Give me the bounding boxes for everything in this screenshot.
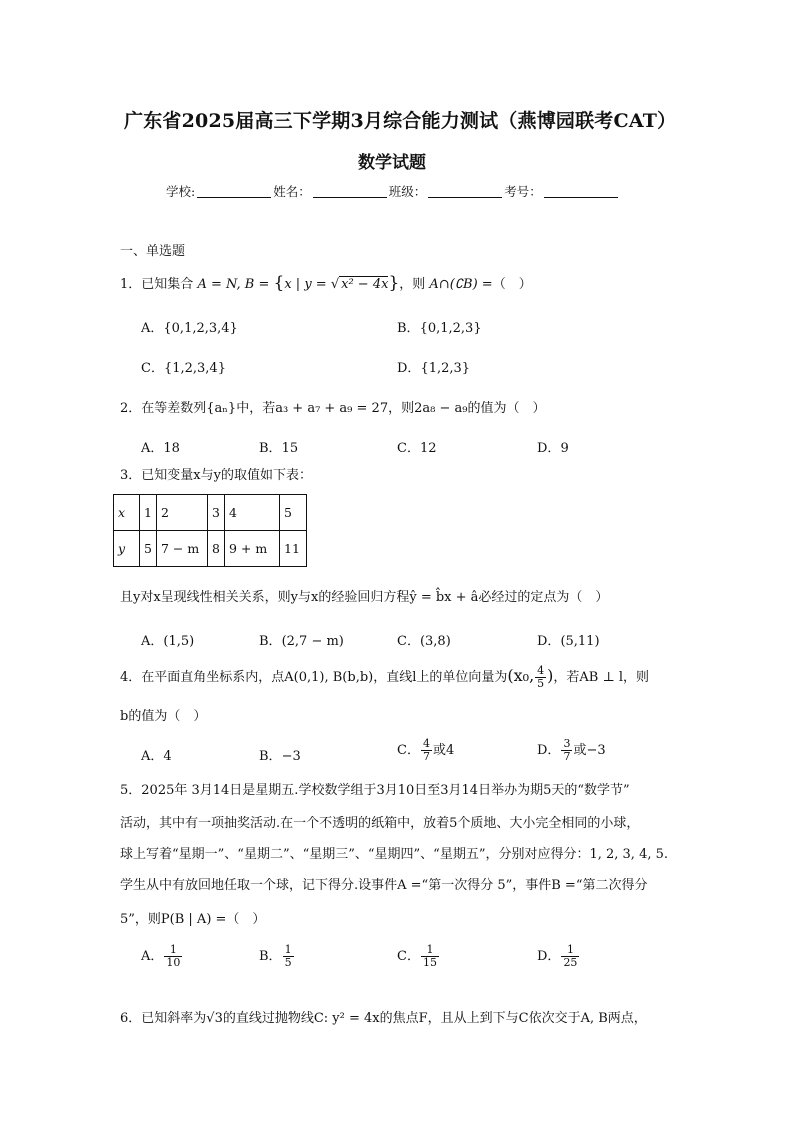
question-5-line-3: 球上写着“星期一”、“星期二”、“星期三”、“星期四”、“星期五”，分别对应得分：1, 2, 3, 4, 5. [120, 847, 669, 862]
q4-option-a[interactable]: A．4 [141, 749, 172, 764]
question-4-text2: b的值为（ ） [120, 709, 207, 724]
q1-option-c[interactable]: C．{1,2,3,4} [141, 361, 226, 376]
question-5-line-4: 学生从中有放回地任取一个球，记下得分.设事件A =“第一次得分 5”，事件B =“第二次得分 [120, 878, 648, 893]
q1-option-d[interactable]: D．{1,2,3} [397, 361, 471, 376]
q5-option-a[interactable]: A． $\frac{1}{10}$ [141, 943, 181, 969]
exam-number-label: 考号： [504, 184, 542, 199]
q5-option-c[interactable]: C． $\frac{1}{15}$ [397, 943, 437, 969]
document-title: 广东省2025届高三下学期3月综合能力测试（燕博园联考CAT） [124, 110, 677, 132]
question-5-line-5: 5”，则P(B | A) =（ ） [120, 912, 266, 927]
exam-number-blank[interactable] [544, 184, 618, 198]
q4-option-d[interactable]: D． $\frac{3}{7}$ 或−3 [537, 737, 606, 763]
q3-option-b[interactable]: B．(2,7 − m) [259, 634, 344, 649]
name-label: 姓名： [273, 184, 311, 199]
student-info-line [166, 182, 620, 200]
q4-option-c[interactable]: C． $\frac{4}{7}$ 或4 [397, 737, 455, 763]
question-4: 4．在平面直角坐标系内，点A(0,1), B(b,b)，直线l上的单位向量为(x₀, $\frac{4}{5}$ )，若AB ⊥ l，则 [120, 664, 649, 690]
question-5-line-1: 5．2025年 3月14日是星期五.学校数学组于3月10日至3月14日举办为期5天的“数学节” [120, 783, 630, 798]
q2-option-c[interactable]: C．12 [397, 441, 437, 456]
q2-option-a[interactable]: A．18 [141, 441, 180, 456]
question-3: 3．已知变量x与y的取值如下表： [120, 468, 312, 483]
question-5-line-2: 活动，其中有一项抽奖活动.在一个不透明的纸箱中，放着5个质地、大小完全相同的小球， [120, 816, 640, 831]
q2-option-d[interactable]: D．9 [537, 441, 569, 456]
q1-option-a[interactable]: A．{0,1,2,3,4} [141, 321, 238, 336]
q3-option-c[interactable]: C．(3,8) [397, 634, 451, 649]
q1-option-b[interactable]: B．{0,1,2,3} [397, 321, 482, 336]
q5-option-b[interactable]: B． $\frac{1}{5}$ [259, 943, 292, 969]
section-heading: 一、单选题 [120, 244, 186, 259]
values-table [113, 494, 307, 567]
class-label: 班级： [388, 184, 427, 199]
question-1: 1．已知集合 A = N, B = {x | y = √ x² − 4x}，则 A∩(∁B) =（ ） [120, 273, 532, 293]
q3-option-a[interactable]: A．(1,5) [141, 634, 195, 649]
q2-option-b[interactable]: B．15 [259, 441, 299, 456]
table-row-y: y 5 7 − m 8 9 + m 11 [114, 531, 307, 567]
question-2: 2．在等差数列{aₙ}中，若a₃ + a₇ + a₉ = 27，则2a₈ − a₉的值为（ ） [120, 401, 546, 416]
name-blank[interactable] [313, 184, 387, 198]
q3-option-d[interactable]: D．(5,11) [537, 634, 600, 649]
vector-fraction: $\frac{4}{5}$ [537, 664, 545, 690]
class-blank[interactable] [428, 184, 502, 198]
q4-option-b[interactable]: B．−3 [259, 749, 301, 764]
table-row-x: x 1 2 3 4 5 [114, 495, 307, 531]
q5-option-d[interactable]: D． $\frac{1}{25}$ [537, 943, 578, 969]
school-label: 学校: [166, 184, 196, 199]
question-3-text2: 且y对x呈现线性相关关系，则y与x的经验回归方程ŷ = b̂x + â必经过的定点为（ ） [120, 590, 609, 605]
question-6: 6．已知斜率为√3的直线过抛物线C: y² = 4x的焦点F，且从上到下与C依次交于A, B两点， [120, 1011, 647, 1026]
document-subtitle: 数学试题 [358, 153, 426, 173]
school-blank[interactable] [197, 184, 271, 198]
